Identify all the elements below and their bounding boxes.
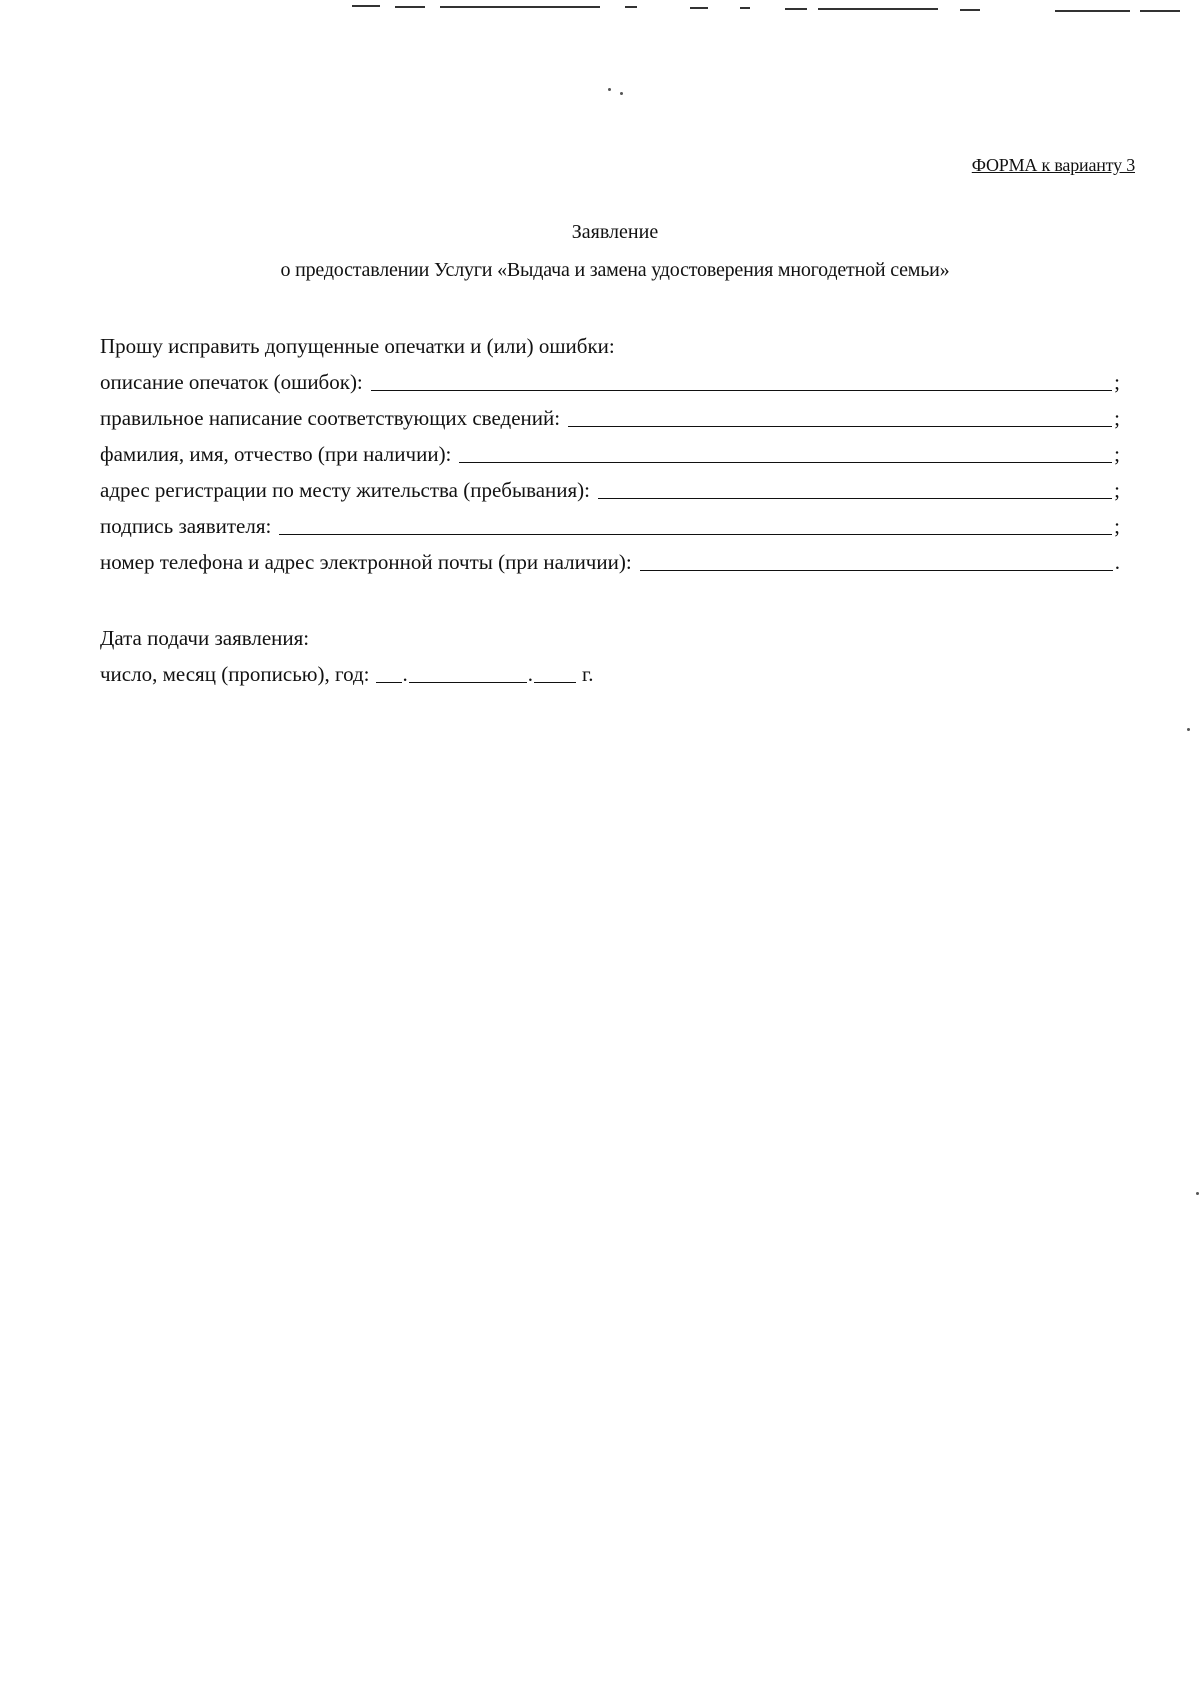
scan-artifacts [0,0,1200,20]
blank-line[interactable] [640,569,1113,571]
field-label: правильное написание соответствующих сведений: [100,406,561,430]
date-separator: . [527,662,533,686]
field-label: адрес регистрации по месту жительства (пребывания): [100,478,591,502]
date-heading-text: Дата подачи заявления: [100,626,310,650]
blank-line[interactable] [598,497,1112,499]
field-label: описание опечаток (ошибок): [100,370,363,394]
field-terminator: ; [1114,406,1120,430]
field-typo-description [100,364,1120,400]
document-subtitle: о предоставлении Услуги «Выдача и замена удостоверения многодетной семьи» [280,259,950,281]
day-blank[interactable] [376,681,402,683]
form-variant-label: ФОРМА к варианту 3 [971,155,1135,175]
field-correct-spelling [100,400,1120,436]
field-terminator: ; [1114,442,1120,466]
field-label: подпись заявителя: [100,514,272,538]
request-intro-text: Прошу исправить допущенные опечатки и (или) ошибки: [100,334,615,358]
year-suffix: г. [582,662,594,686]
blank-line[interactable] [568,425,1112,427]
field-registration-address [100,472,1120,508]
field-terminator: . [1114,550,1120,574]
month-blank[interactable] [409,681,527,683]
year-blank[interactable] [534,681,576,683]
date-heading [100,620,800,656]
field-label: номер телефона и адрес электронной почты (при наличии): [100,550,632,574]
blank-line[interactable] [279,533,1112,535]
request-section [100,328,1120,580]
field-terminator: ; [1114,514,1120,538]
request-intro [100,328,1120,364]
blank-line[interactable] [459,461,1112,463]
date-line-label: число, месяц (прописью), год: [100,662,370,686]
date-separator: . [402,662,408,686]
field-applicant-signature [100,508,1120,544]
date-section [100,620,800,692]
field-terminator: ; [1114,478,1120,502]
document-title: Заявление [571,221,659,243]
field-phone-email [100,544,1120,580]
field-terminator: ; [1114,370,1120,394]
date-line [100,656,800,692]
field-label: фамилия, имя, отчество (при наличии): [100,442,452,466]
blank-line[interactable] [371,389,1112,391]
field-full-name [100,436,1120,472]
